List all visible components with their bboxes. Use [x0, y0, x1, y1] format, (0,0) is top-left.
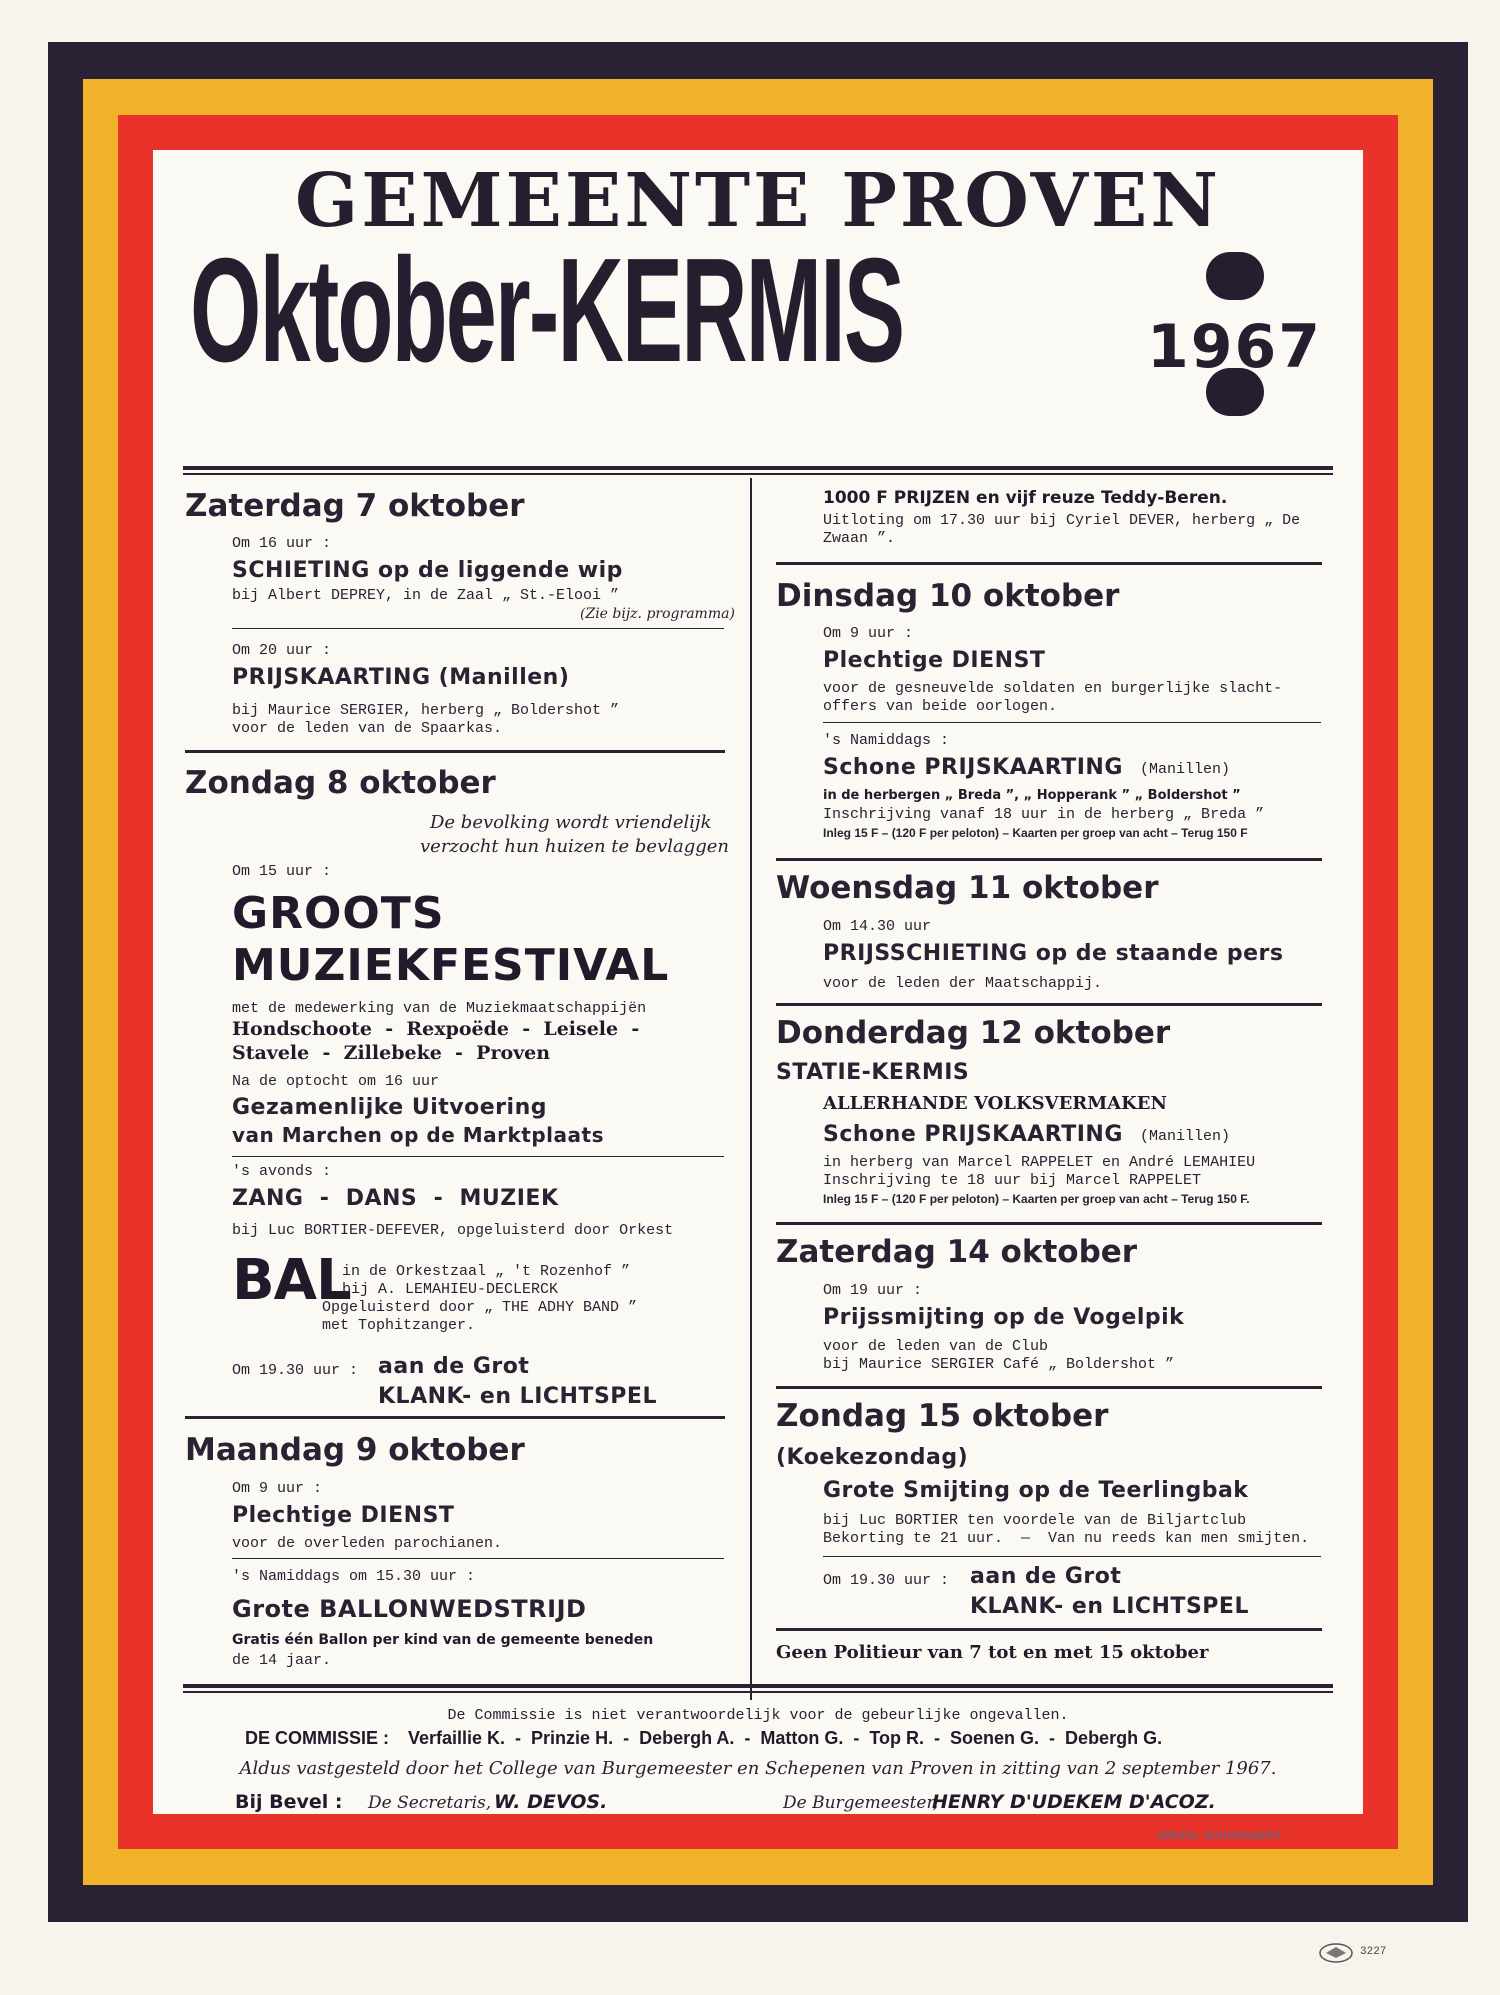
day-heading-sat14: Zaterdag 14 oktober — [776, 1234, 1138, 1270]
event-detail: in de Orkestzaal „ 't Rozenhof ” — [342, 1263, 631, 1280]
kermis-title: Oktober-KERMIS — [190, 228, 904, 393]
section-rule — [776, 1003, 1322, 1006]
event-title: PRIJSSCHIETING op de staande pers — [823, 941, 1284, 966]
time-label: Om 20 uur : — [232, 642, 332, 659]
disclaimer: De Commissie is niet verantwoordelijk voor de gebeurlijke ongevallen. — [447, 1707, 1069, 1724]
day-heading-mon9: Maandag 9 oktober — [185, 1432, 525, 1468]
event-detail: bij A. LEMAHIEU-DECLERCK — [342, 1281, 559, 1298]
section-rule-thin — [232, 1558, 724, 1559]
prizes-line: 1000 F PRIJZEN en vijf reuze Teddy-Beren. — [823, 488, 1228, 508]
event-detail: bij Albert DEPREY, in de Zaal „ St.-Elooi ” — [232, 587, 620, 604]
section-rule-thin — [823, 1556, 1321, 1557]
event-detail: in de herbergen „ Breda ”, „ Hopperank ” „ Boldershot ” — [823, 788, 1241, 803]
day-heading-sun15: Zondag 15 oktober — [776, 1398, 1109, 1434]
time-label: Om 15 uur : — [232, 863, 332, 880]
header-rule — [183, 466, 1333, 470]
event-title: Schone PRIJSKAARTING — [823, 755, 1123, 780]
footer-rule-thin — [183, 1691, 1333, 1693]
section-rule-thin — [823, 722, 1321, 723]
event-title: van Marchen op de Marktplaats — [232, 1123, 604, 1147]
event-title: KLANK- en LICHTSPEL — [378, 1384, 657, 1409]
event-title: Grote Smijting op de Teerlingbak — [823, 1478, 1249, 1503]
time-label: Om 19.30 uur : — [823, 1572, 950, 1589]
time-label: Om 9 uur : — [232, 1480, 323, 1497]
police-notice: Geen Politieur van 7 tot en met 15 oktober — [776, 1642, 1209, 1663]
event-note: (Zie bijz. programma) — [580, 606, 735, 622]
event-detail: Gratis één Ballon per kind van de gemeente beneden — [232, 1632, 654, 1648]
event-detail: Zwaan ”. — [823, 530, 896, 547]
section-rule — [776, 858, 1322, 861]
committee-label: DE COMMISSIE : — [245, 1728, 390, 1748]
year: 1967 — [1147, 312, 1322, 382]
event-title: aan de Grot — [378, 1354, 530, 1379]
committee-names: Verfaillie K. - Prinzie H. - Debergh A. - Matton G. - Top R. - Soenen G. - Debergh G. — [408, 1728, 1163, 1748]
event-detail: de 14 jaar. — [232, 1652, 332, 1669]
column-divider — [750, 478, 752, 1700]
time-label: 's Namiddags om 15.30 uur : — [232, 1568, 476, 1585]
flag-note: verzocht hun huizen te bevlaggen — [420, 836, 729, 857]
event-title: Plechtige DIENST — [232, 1503, 455, 1528]
event-detail: Inschrijving vanaf 18 uur in de herberg „ Breda ” — [823, 806, 1265, 823]
event-detail: offers van beide oorlogen. — [823, 698, 1058, 715]
section-rule-thin — [232, 1156, 724, 1157]
day-heading-thu12: Donderdag 12 oktober — [776, 1015, 1171, 1051]
event-detail: bij Luc BORTIER ten voordele van de Biljartclub — [823, 1512, 1247, 1529]
section-rule — [776, 1628, 1322, 1631]
day-subtitle: (Koekezondag) — [776, 1445, 969, 1470]
event-title: SCHIETING op de liggende wip — [232, 558, 623, 583]
section-rule — [776, 1386, 1322, 1389]
event-detail: bij Maurice SERGIER, herberg „ Boldershot ” — [232, 702, 620, 719]
day-heading-wed11: Woensdag 11 oktober — [776, 870, 1159, 906]
section-rule — [776, 562, 1322, 565]
time-label: Om 9 uur : — [823, 625, 914, 642]
time-label: Om 14.30 uur — [823, 918, 932, 935]
event-title: ZANG - DANS - MUZIEK — [232, 1186, 559, 1211]
header-rule-thin — [183, 473, 1333, 475]
mayor-name: HENRY D'UDEKEM D'ACOZ. — [932, 1791, 1216, 1813]
section-rule-thin — [232, 628, 724, 629]
event-detail: Inschrijving te 18 uur bij Marcel RAPPELET — [823, 1172, 1202, 1189]
event-title: KLANK- en LICHTSPEL — [970, 1594, 1249, 1619]
event-title: Plechtige DIENST — [823, 648, 1046, 673]
mayor-role: De Burgemeester, — [783, 1793, 939, 1813]
event-detail: met Tophitzanger. — [322, 1317, 476, 1334]
event-detail: bij Maurice SERGIER Café „ Boldershot ” — [823, 1356, 1175, 1373]
day-heading-sat7: Zaterdag 7 oktober — [185, 488, 525, 524]
music-societies: Hondschoote - Rexpoëde - Leisele - — [232, 1018, 640, 1040]
section-rule — [185, 1416, 725, 1419]
secretary-name: W. DEVOS. — [494, 1791, 608, 1813]
printer-imprint: DRUKK. SCHOONAERT — [1158, 1830, 1283, 1842]
event-detail: Inleg 15 F – (120 F per peloton) – Kaarten per groep van acht – Terug 150 F. — [823, 1192, 1250, 1206]
event-detail: voor de gesneuvelde soldaten en burgerlijke slacht- — [823, 680, 1283, 697]
festival-title: MUZIEKFESTIVAL — [232, 940, 670, 991]
footer-rule — [183, 1684, 1333, 1688]
event-title: Prijssmijting op de Vogelpik — [823, 1305, 1185, 1330]
festival-title: GROOTS — [232, 888, 445, 939]
event-detail: voor de overleden parochianen. — [232, 1535, 503, 1552]
secretary-role: De Secretaris, — [368, 1793, 492, 1813]
day-heading-tue10: Dinsdag 10 oktober — [776, 578, 1120, 614]
event-detail: Uitloting om 17.30 uur bij Cyriel DEVER, herberg „ De — [823, 512, 1301, 529]
event-detail: (Manillen) — [1140, 1128, 1231, 1145]
time-label: Om 16 uur : — [232, 535, 332, 552]
time-label: Om 19 uur : — [823, 1282, 923, 1299]
event-title: Grote BALLONWEDSTRIJD — [232, 1595, 587, 1623]
time-label: Na de optocht om 16 uur — [232, 1073, 440, 1090]
tax-stamp-icon — [1318, 1942, 1354, 1964]
event-title: ALLERHANDE VOLKSVERMAKEN — [823, 1093, 1167, 1114]
event-detail: voor de leden van de Spaarkas. — [232, 720, 503, 737]
stamp-number: 3227 — [1360, 1946, 1387, 1958]
event-detail: (Manillen) — [1140, 761, 1231, 778]
day-heading-sun8: Zondag 8 oktober — [185, 765, 496, 801]
event-title: Gezamenlijke Uitvoering — [232, 1095, 547, 1120]
municipality-title: GEMEENTE PROVEN — [295, 158, 1221, 244]
event-detail: voor de leden der Maatschappij. — [823, 975, 1103, 992]
music-societies: Stavele - Zillebeke - Proven — [232, 1042, 551, 1064]
event-detail: in herberg van Marcel RAPPELET en André LEMAHIEU — [823, 1154, 1256, 1171]
order-label: Bij Bevel : — [235, 1791, 343, 1813]
event-detail: Opgeluisterd door „ THE ADHY BAND ” — [322, 1299, 638, 1316]
time-label: 's avonds : — [232, 1163, 332, 1180]
flag-note: De bevolking wordt vriendelijk — [430, 812, 712, 833]
time-label: 's Namiddags : — [823, 732, 950, 749]
section-rule — [185, 750, 725, 753]
section-rule — [776, 1222, 1322, 1225]
event-detail: Inleg 15 F – (120 F per peloton) – Kaarten per groep van acht – Terug 150 F — [823, 826, 1248, 840]
event-title: PRIJSKAARTING (Manillen) — [232, 665, 570, 690]
event-title: aan de Grot — [970, 1564, 1122, 1589]
event-detail: Bekorting te 21 uur. — Van nu reeds kan men smijten. — [823, 1530, 1310, 1547]
bal-title: BAL — [232, 1248, 351, 1313]
event-detail: bij Luc BORTIER-DEFEVER, opgeluisterd door Orkest — [232, 1222, 674, 1239]
decree-line: Aldus vastgesteld door het College van Burgemeester en Schepenen van Proven in zitting van 2 september 1967. — [239, 1758, 1277, 1779]
event-detail: voor de leden van de Club — [823, 1338, 1049, 1355]
event-title: Schone PRIJSKAARTING — [823, 1122, 1123, 1147]
time-label: Om 19.30 uur : — [232, 1362, 359, 1379]
event-detail: met de medewerking van de Muziekmaatschappijën — [232, 1000, 647, 1017]
event-title: STATIE-KERMIS — [776, 1060, 970, 1085]
